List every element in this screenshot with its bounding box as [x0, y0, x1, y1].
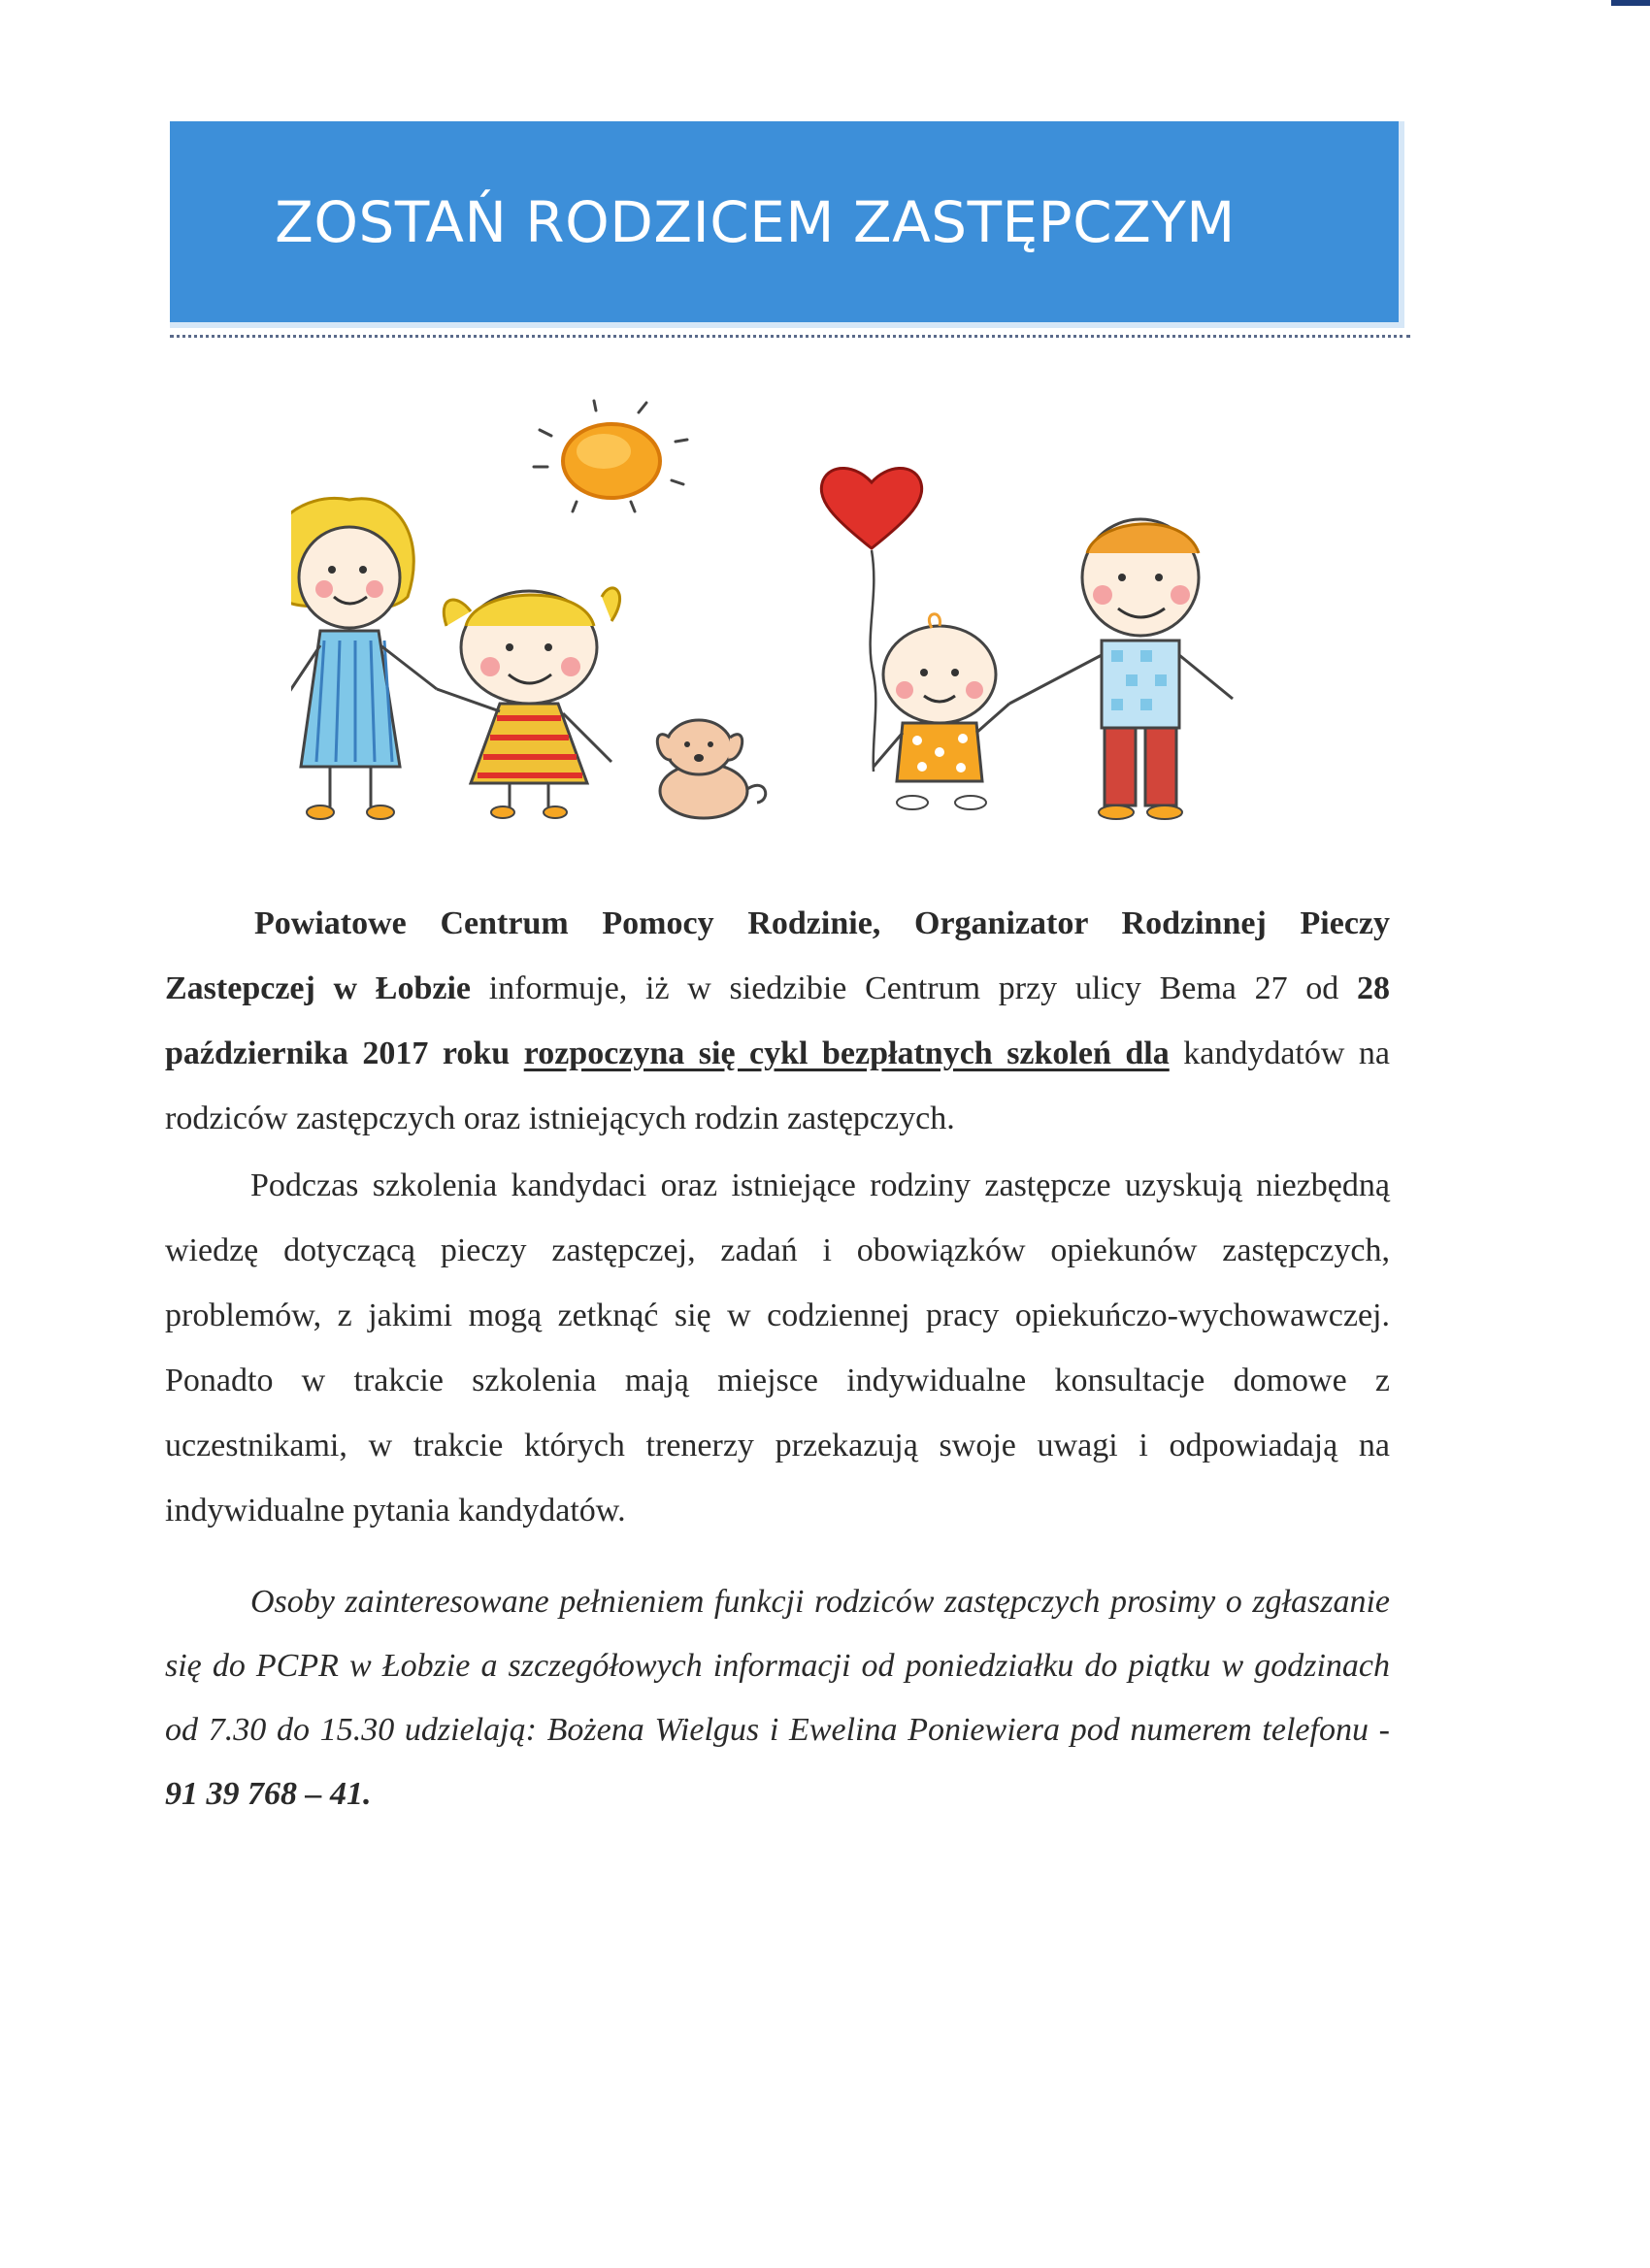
training-description-paragraph — [165, 1153, 1390, 1543]
sun-icon — [534, 401, 687, 511]
baby-figure — [874, 614, 1009, 809]
title-banner — [170, 121, 1404, 328]
father-figure — [1009, 519, 1233, 819]
training-description-text: Podczas szkolenia kandydaci oraz istniejące rodziny zastępcze uzyskują niezbędną wiedzę dotyczącą pieczy zastępczej, zadań i obowiązków opiekunów zastępczych, problemów, z jakimi mogą zetknąć się w codziennej pracy opiekuńczo-wychowawczej. Ponadto w trakcie szkolenia mają miejsce indywidualne konsultacje domowe z uczestnikami, w trakcie których trenerzy przekazują swoje uwagi i odpowiadają na indywidualne pytania kandydatów. — [165, 1167, 1390, 1528]
page-title: ZOSTAŃ RODZICEM ZASTĘPCZYM — [275, 188, 1236, 255]
corner-mark — [1611, 0, 1650, 6]
mother-figure — [291, 498, 437, 819]
phone-number: 91 39 768 – 41. — [165, 1776, 372, 1812]
contact-text: Osoby zainteresowane pełnieniem funkcji rodziców zastępczych prosimy o zgłaszanie się do PCPR w Łobzie a szczegółowych informacji od poniedziałku do piątku w godzinach od 7.30 do 15.30 udzielają: Bożena Wielgus i Ewelina Poniewiera pod numerem telefonu - — [165, 1584, 1390, 1748]
contact-paragraph — [165, 1570, 1390, 1826]
family-holding-hands-icon — [291, 383, 1271, 839]
puppy-icon — [657, 720, 765, 818]
banner-divider — [170, 335, 1410, 338]
location-name: w Łobzie — [333, 970, 472, 1006]
girl-figure — [437, 588, 620, 818]
start-date: 28 października 2017 roku — [165, 970, 1390, 1071]
intro-paragraph: Powiatowe Centrum Pomocy Rodzinie, Organizator Rodzinnej Pieczy Zastepczej w Łobzie informuje, iż w siedzibie Centrum przy ulicy Bema 27 od 28 października 2017 roku rozpoczyna się cykl bezpłatnych szkoleń dla kandydatów na rodziców zastępczych oraz istniejących rodzin zastępczych. — [165, 905, 1391, 1136]
organizer-name: Powiatowe Centrum Pomocy Rodzinie, Organizator Rodzinnej Pieczy Zastepczej — [165, 905, 1390, 1006]
training-announcement: rozpoczyna się cykl bezpłatnych szkoleń dla — [523, 1035, 1170, 1071]
